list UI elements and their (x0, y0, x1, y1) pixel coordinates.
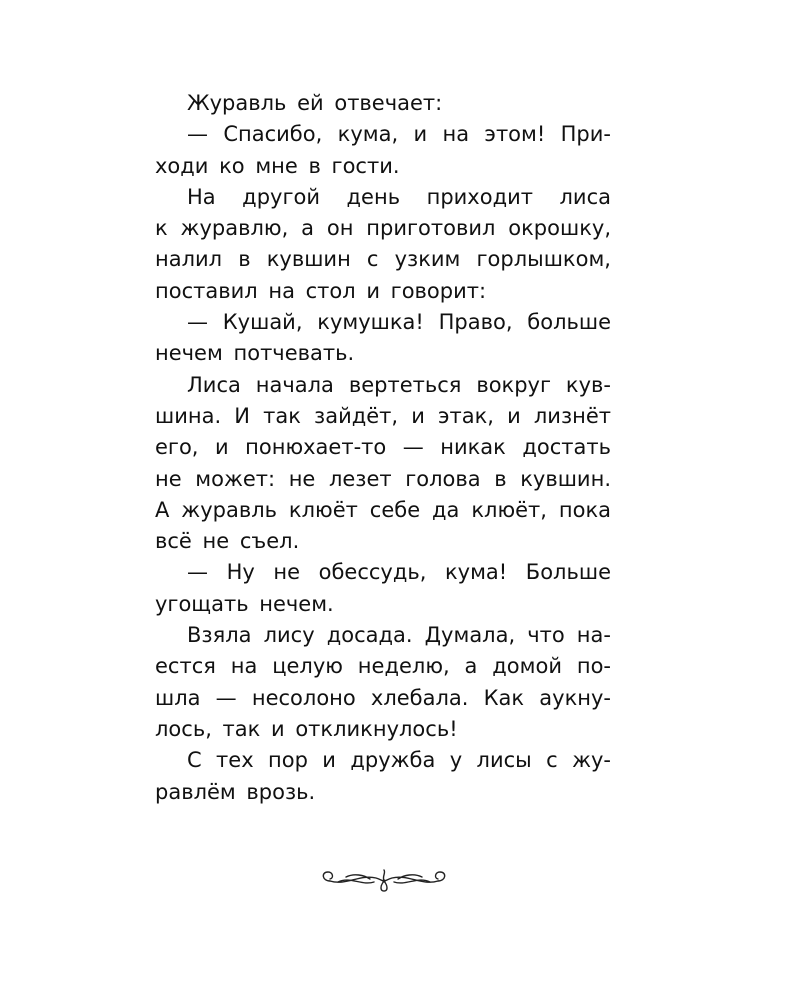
paragraph (155, 620, 611, 745)
text-line: Журавль ей отвечает: (187, 91, 443, 115)
text-line: к журавлю, а он приготовил окрошку, (155, 216, 611, 241)
text-line: шина. И так зайдёт, и этак, и лизнёт (155, 403, 611, 428)
paragraph (155, 557, 611, 620)
text-line: равлём врозь. (155, 779, 316, 804)
paragraph (155, 370, 611, 558)
text-line: — Кушай, кумушка! Право, больше (187, 310, 611, 335)
flourish-divider-icon (316, 862, 452, 898)
text-line: нечем потчевать. (155, 341, 355, 366)
paragraph (155, 307, 611, 370)
text-line: С тех пор и дружба у лисы с жу- (187, 748, 611, 773)
text-line: естся на целую неделю, а домой по- (155, 654, 611, 679)
text-line: его, и понюхает-то — никак достать (155, 435, 611, 460)
story-text (155, 88, 611, 808)
text-line: всё не съел. (155, 529, 300, 554)
text-line: На другой день приходит лиса (187, 184, 611, 209)
text-line: не может: не лезет голова в кувшин. (155, 466, 611, 491)
text-line: угощать нечем. (155, 591, 334, 616)
text-line: поставил на стол и говорит: (155, 278, 487, 303)
text-line: — Спасибо, кума, и на этом! При- (187, 122, 611, 147)
text-line: Взяла лису досада. Думала, что на- (187, 623, 611, 648)
paragraph (155, 182, 611, 307)
text-line: лось, так и откликнулось! (155, 716, 458, 741)
text-line: ходи ко мне в гости. (155, 153, 400, 178)
paragraph (155, 119, 611, 182)
paragraph (155, 88, 611, 119)
text-line: шла — несолоно хлебала. Как аукну- (155, 685, 611, 710)
text-line: — Ну не обессудь, кума! Больше (187, 560, 611, 585)
text-line: налил в кувшин с узким горлышком, (155, 247, 611, 272)
text-line: Лиса начала вертеться вокруг кув- (187, 372, 611, 397)
text-line: А журавль клюёт себе да клюёт, пока (155, 497, 611, 522)
paragraph (155, 745, 611, 808)
